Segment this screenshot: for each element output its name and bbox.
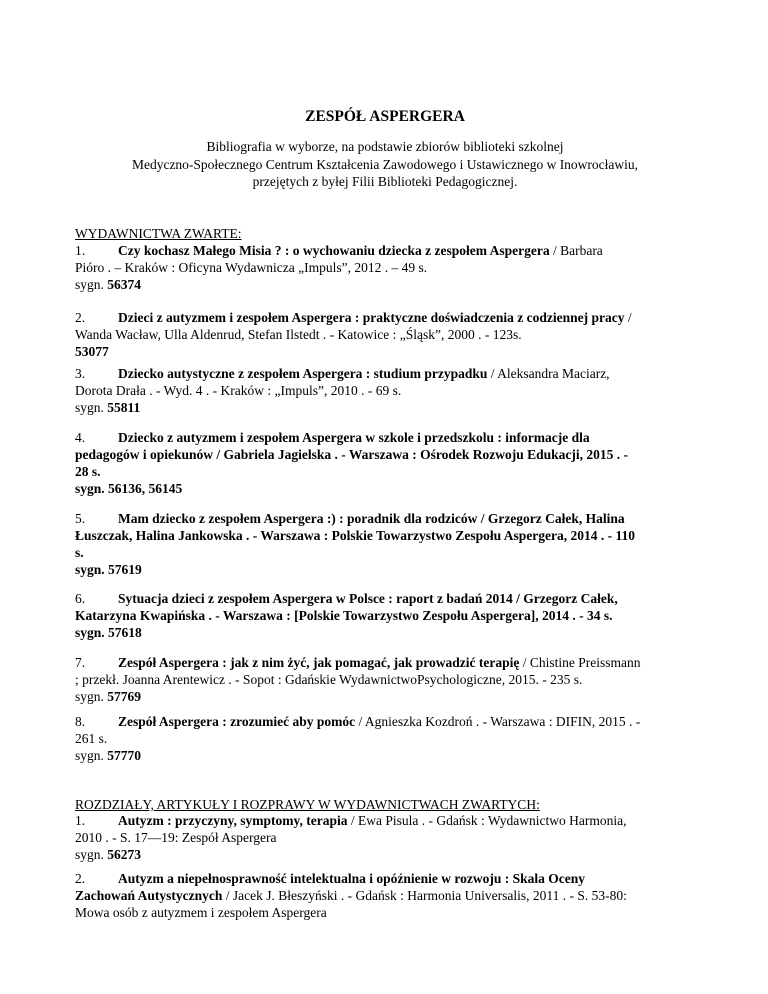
bibliography-entry [75,812,695,863]
entry-number: 5. [75,511,86,526]
entry-title-cont: Zachowań Autystycznych [75,888,223,903]
entry-publication: Pióro . – Kraków : Oficyna Wydawnicza „Impuls”, 2012 . – 49 s. [75,260,428,275]
entry-sygn-label: sygn. [75,748,108,763]
entry-sygn-label: sygn. [75,277,108,292]
entry-text: pedagogów i opiekunów / Gabriela Jagielska . - Warszawa : Ośrodek Rozwoju Edukacji, 2015 . - [75,447,629,462]
bibliography-entry [75,429,695,497]
entry-title: Autyzm : przyczyny, symptomy, terapia [118,813,348,828]
entry-sygn: sygn. 57619 [75,562,142,577]
document-subtitle [75,138,695,191]
entry-title: Zespół Aspergera : jak z nim żyć, jak pomagać, jak prowadzić terapię [118,655,520,670]
entry-sygn-label: sygn. [75,400,108,415]
entry-number: 2. [75,310,86,325]
entry-number: 8. [75,714,86,729]
entry-publication: ; przekł. Joanna Arentewicz . - Sopot : Gdańskie WydawnictwoPsychologiczne, 2015. - 235 s. [75,672,583,687]
entry-title: Mam dziecko z zespołem Aspergera :) : poradnik dla rodziców / Grzegorz Całek, Halina [118,511,625,526]
entry-text: Łuszczak, Halina Jankowska . - Warszawa : Polskie Towarzystwo Zespołu Aspergera, 2014 . - 110 [75,528,636,543]
bibliography-entry [75,242,695,293]
bibliography-entry [75,510,695,578]
entry-sygn: 56374 [107,277,142,292]
bibliography-entry [75,590,695,641]
subtitle-line: Medyczno-Społecznego Centrum Kształcenia Zawodowego i Ustawicznego w Inowrocławiu, [131,156,639,172]
entry-title: Dziecko z autyzmem i zespołem Aspergera w szkole i przedszkolu : informacje dla [118,430,590,445]
entry-author: / Barbara [549,243,603,258]
entry-number: 1. [75,243,86,258]
entry-sygn: sygn. 57618 [75,625,142,640]
entry-sygn-label: sygn. [75,689,108,704]
entry-author: / Agnieszka Kozdroń . - Warszawa : DIFIN, 2015 . - [355,714,641,729]
entry-number: 4. [75,430,86,445]
section-heading-monographs: WYDAWNICTWA ZWARTE: [75,226,242,241]
entry-number: 6. [75,591,86,606]
entry-author: / Jacek J. Błeszyński . - Gdańsk : Harmonia Universalis, 2011 . - S. 53-80: [222,888,627,903]
entry-title: Autyzm a niepełnosprawność intelektualna i opóźnienie w rozwoju : Skala Oceny [118,871,586,886]
entry-sygn: 56273 [107,847,142,862]
entry-author: / [624,310,632,325]
entry-publication: 261 s. [75,731,108,746]
entry-title: Zespół Aspergera : zrozumieć aby pomóc [118,714,356,729]
subtitle-line: Bibliografia w wyborze, na podstawie zbiorów biblioteki szkolnej [206,139,564,154]
bibliography-entry [75,870,695,921]
entry-text: s. [75,545,84,560]
entry-sygn: 57770 [107,748,142,763]
entry-title: Dzieci z autyzmem i zespołem Aspergera : praktyczne doświadczenia z codziennej pracy [118,310,625,325]
entry-author: / Ewa Pisula . - Gdańsk : Wydawnictwo Harmonia, [347,813,627,828]
entry-number: 3. [75,366,86,381]
entry-publication: Wanda Wacław, Ulla Aldenrud, Stefan Ilstedt . - Katowice : „Śląsk”, 2000 . - 123s. [75,327,522,342]
bibliography-entry [75,713,695,764]
entry-number: 7. [75,655,86,670]
entry-sygn-label: sygn. [75,847,108,862]
entry-sygn: 57769 [107,689,142,704]
subtitle-line: przejętych z byłej Filii Biblioteki Pedagogicznej. [252,174,518,189]
entry-publication: Mowa osób z autyzmem i zespołem Aspergera [75,905,327,920]
entry-title: Sytuacja dzieci z zespołem Aspergera w Polsce : raport z badań 2014 / Grzegorz Całek, [118,591,618,606]
bibliography-entry [75,654,695,705]
entry-sygn: 53077 [75,344,109,359]
entry-sygn: 55811 [107,400,141,415]
entry-publication: Dorota Drała . - Wyd. 4 . - Kraków : „Impuls”, 2010 . - 69 s. [75,383,402,398]
entry-number: 1. [75,813,86,828]
document-title: ZESPÓŁ ASPERGERA [305,108,465,125]
entry-title: Czy kochasz Małego Misia ? : o wychowaniu dziecka z zespołem Aspergera [118,243,550,258]
entry-number: 2. [75,871,86,886]
entry-title: Dziecko autystyczne z zespołem Aspergera : studium przypadku [118,366,488,381]
entry-text: 28 s. [75,464,101,479]
entry-author: / Aleksandra Maciarz, [487,366,610,381]
section-heading-chapters: ROZDZIAŁY, ARTYKUŁY I ROZPRAWY W WYDAWNICTWACH ZWARTYCH: [75,797,540,812]
entry-text: Katarzyna Kwapińska . - Warszawa : [Polskie Towarzystwo Zespołu Aspergera], 2014 . - 34 s. [75,608,613,623]
bibliography-entry [75,365,695,416]
bibliography-entry [75,309,695,360]
entry-author: / Chistine Preissmann [519,655,641,670]
entry-sygn: sygn. 56136, 56145 [75,481,183,496]
entry-publication: 2010 . - S. 17—19: Zespół Aspergera [75,830,277,845]
